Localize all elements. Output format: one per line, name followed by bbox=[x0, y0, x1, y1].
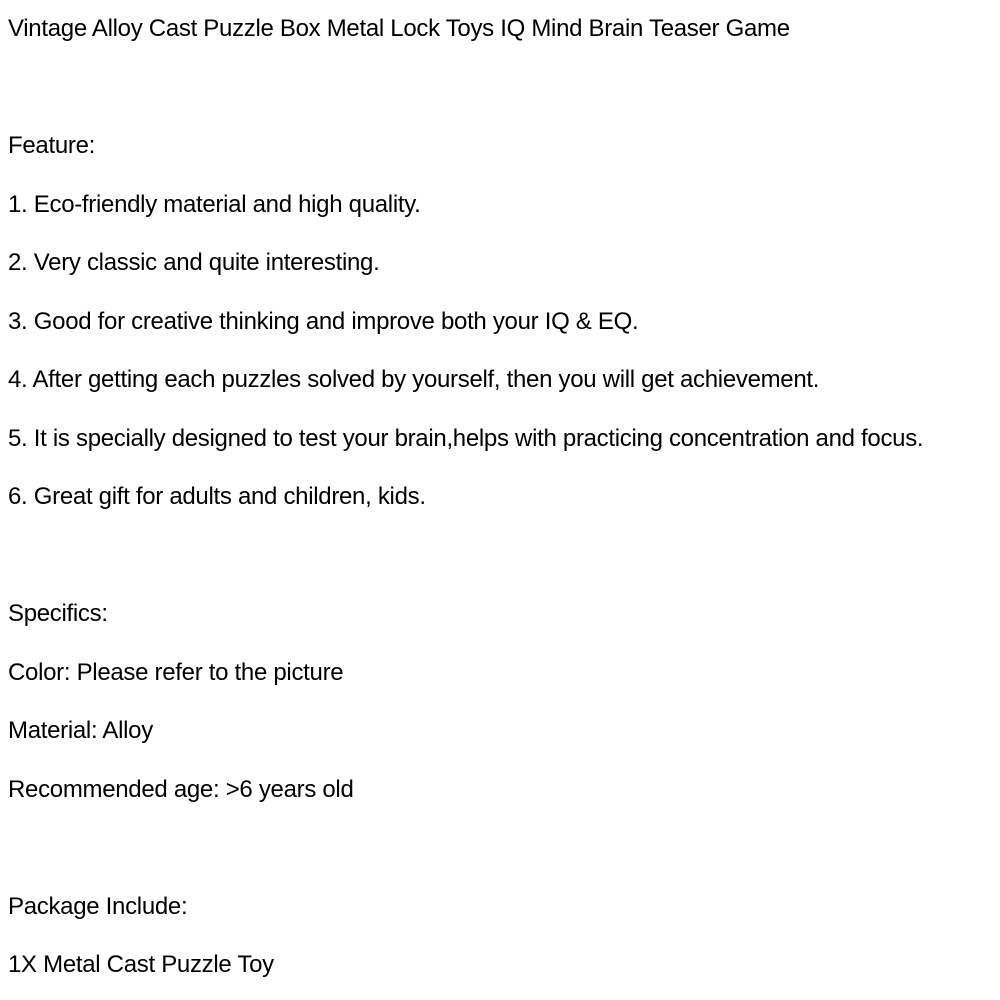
feature-item-2: 2. Very classic and quite interesting. bbox=[8, 249, 380, 277]
specifics-age: Recommended age: >6 years old bbox=[8, 775, 354, 803]
specifics-color: Color: Please refer to the picture bbox=[8, 658, 344, 686]
feature-heading: Feature: bbox=[8, 132, 95, 160]
feature-item-3: 3. Good for creative thinking and improve both your IQ & EQ. bbox=[8, 307, 639, 335]
package-item-1: 1X Metal Cast Puzzle Toy bbox=[8, 951, 274, 979]
feature-item-4: 4. After getting each puzzles solved by yourself, then you will get achievement. bbox=[8, 366, 820, 394]
feature-item-6: 6. Great gift for adults and children, kids. bbox=[8, 483, 426, 511]
specifics-heading: Specifics: bbox=[8, 600, 108, 628]
package-heading: Package Include: bbox=[8, 892, 188, 920]
feature-item-1: 1. Eco-friendly material and high quality. bbox=[8, 190, 421, 218]
specifics-material: Material: Alloy bbox=[8, 717, 153, 745]
feature-item-5: 5. It is specially designed to test your brain,helps with practicing concentration and focus. bbox=[8, 424, 924, 452]
product-title: Vintage Alloy Cast Puzzle Box Metal Lock Toys IQ Mind Brain Teaser Game bbox=[8, 15, 790, 43]
